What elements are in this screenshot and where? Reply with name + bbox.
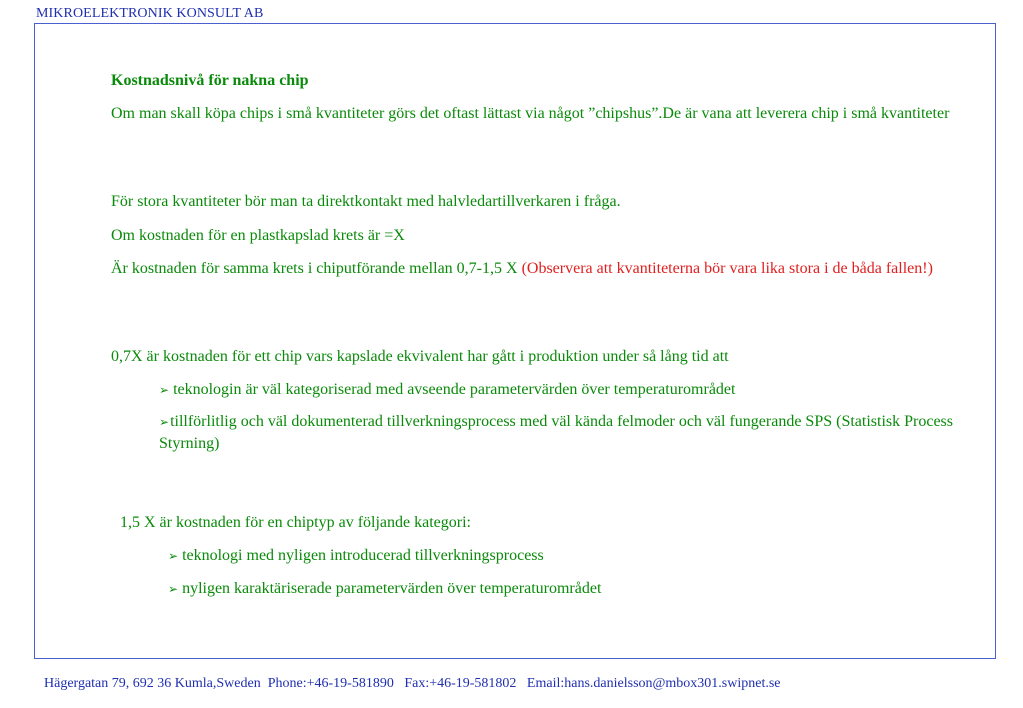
large-quantity-paragraph: För stora kvantiteter bör man ta direktkontakt med halvledartillverkaren i fråga. xyxy=(111,193,621,210)
bullet-item xyxy=(159,379,735,401)
plastic-cost-paragraph: Om kostnaden för en plastkapslad krets är =X xyxy=(111,227,405,244)
footer-address: Hägergatan 79, 692 36 Kumla,Sweden xyxy=(44,676,261,691)
arrow-bullet-icon: ➢ xyxy=(168,549,179,563)
chip-cost-text: Är kostnaden för samma krets i chiputförande mellan 0,7-1,5 X xyxy=(111,260,522,277)
arrow-bullet-icon: ➢ xyxy=(168,582,179,596)
bullet-item xyxy=(159,411,959,454)
bullet-text: teknologin är väl kategoriserad med avseende parametervärden över temperaturområdet xyxy=(173,381,736,398)
intro-paragraph: Om man skall köpa chips i små kvantiteter görs det oftast lättast via något ”chipshus”.De är vana att leverera chip i små kvantiteter xyxy=(111,105,950,122)
section-07x-text: 0,7X är kostnaden för ett chip vars kapslade ekvivalent har gått i produktion under så lång tid att xyxy=(111,348,729,365)
footer-phone: Phone:+46-19-581890 xyxy=(267,676,394,691)
section-heading: Kostnadsnivå för nakna chip xyxy=(111,72,309,89)
chip-cost-paragraph xyxy=(111,258,971,279)
bullet-text: nyligen karaktäriserade parametervärden över temperaturområdet xyxy=(182,580,602,597)
company-header: MIKROELEKTRONIK KONSULT AB xyxy=(36,6,264,21)
bullet-item xyxy=(168,545,544,567)
footer-email: Email:hans.danielsson@mbox301.swipnet.se xyxy=(526,676,781,691)
arrow-bullet-icon: ➢ xyxy=(159,383,170,397)
quantity-note: (Observera att kvantiteterna bör vara lika stora i de båda fallen!) xyxy=(521,260,933,277)
section-15x-text: 1,5 X är kostnaden för en chiptyp av följande kategori: xyxy=(120,514,471,531)
bullet-text: teknologi med nyligen introducerad tillverkningsprocess xyxy=(182,547,544,564)
footer-fax: Fax:+46-19-581802 xyxy=(404,676,517,691)
contact-footer xyxy=(44,676,781,692)
bullet-item xyxy=(168,578,601,600)
arrow-bullet-icon: ➢ xyxy=(159,415,170,429)
bullet-text: tillförlitlig och väl dokumenterad tillverkningsprocess med väl kända felmoder och väl fungerande SPS (Statistisk Process Styrning) xyxy=(159,413,954,452)
